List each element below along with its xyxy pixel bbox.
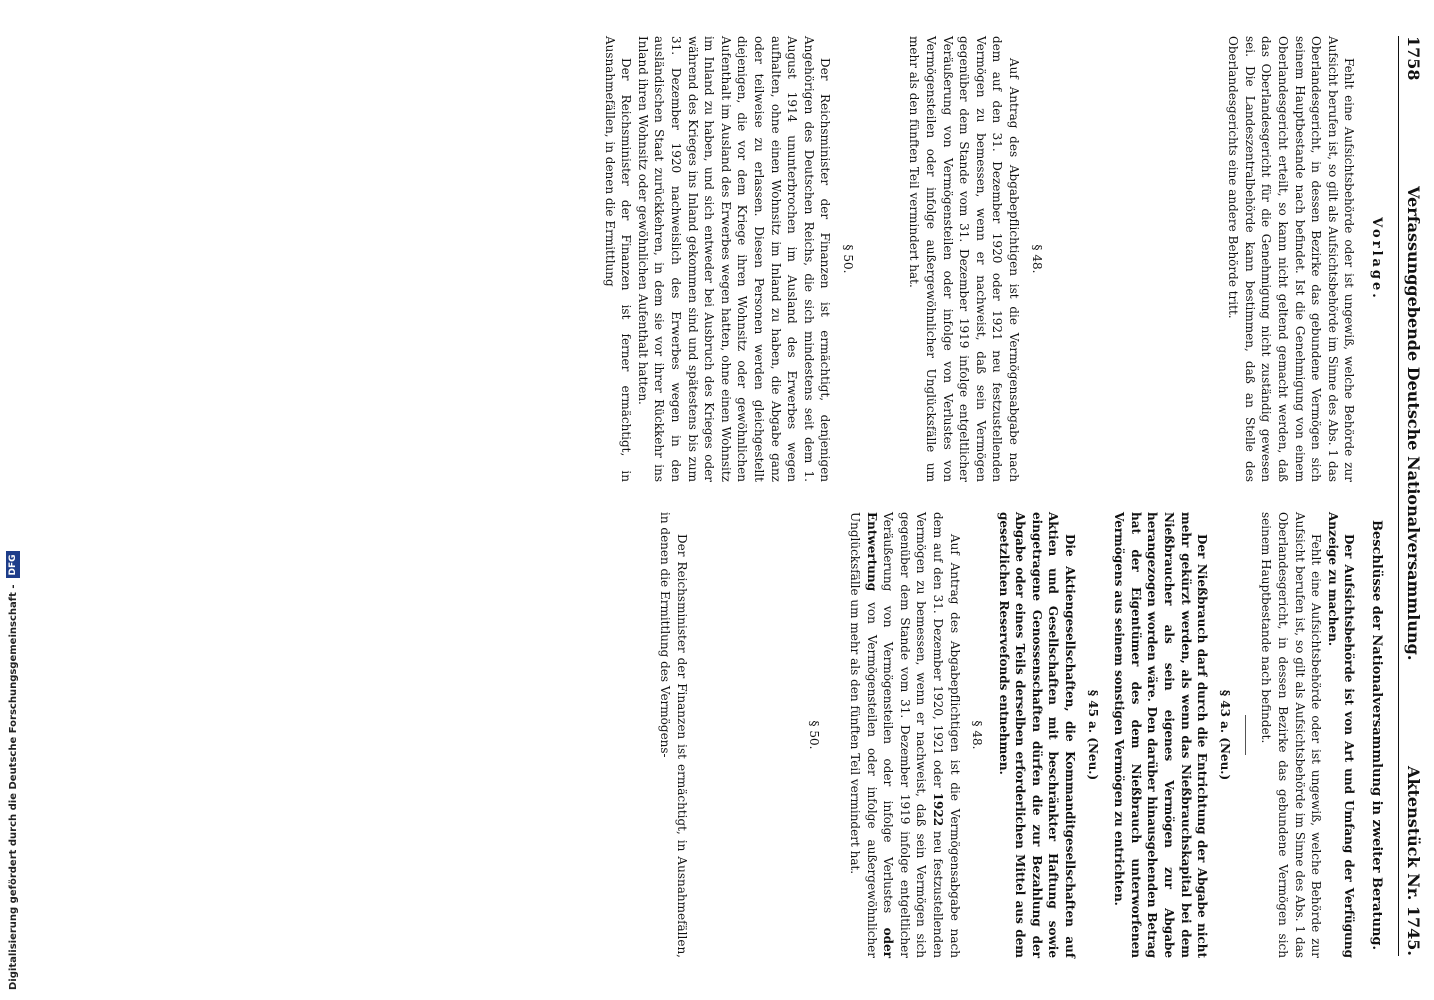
section-48-text — [846, 512, 962, 958]
section-50-title: § 50. — [840, 244, 855, 274]
section-48-text-part-b: neu festzustellenden Vermögen zu bemessen, wenn er nachweist, daß sein Vermögen sich gegenüber dem Stande vom 31. Dezember 1919 infolge entgeltlicher Veräußerung von Vermögensteilen oder infolge Verlustes — [881, 512, 945, 958]
section-48-text-part-c: von Vermögensteilen oder infolge außergewöhnlicher Unglücksfälle um mehr als den fünften Teil vermindert hat. — [847, 512, 879, 958]
paragraph-notification-duty: Der Aufsichtsbehörde ist von Art und Umfang der Verfügung Anzeige zu machen. — [1325, 512, 1357, 958]
column-heading-resolutions: Beschlüsse der Nationalversammlung in zweiter Beratung. — [1369, 519, 1384, 951]
column-heading-draft: Vorlage. — [1369, 217, 1384, 301]
section-48-devaluation-emphasis: oder Entwertung — [864, 512, 896, 958]
divider — [1245, 715, 1246, 755]
digitization-note-text: Digitalisierung gefördert durch die Deutsche Forschungsgemeinschaft - — [7, 584, 19, 990]
section-43a-title: § 43 a. (Neu.) — [1217, 689, 1232, 781]
paragraph-supervisory-authority: Fehlt eine Aufsichtsbehörde oder ist ungewiß, welche Behörde zur Aufsicht berufen ist, so gilt als Aufsichtsbehörde im Sinne des Abs. 1 das Oberlandesgericht, in dessen Bezirke das gebundene Vermögen sich seinem Hauptbestande nach befindet. Ist die Genehmigung von einem Oberlandesgericht erteilt, so kann nicht geltend gemacht werden, daß das Oberlandesgericht für die Genehmigung nicht zuständig gewesen sei. Die Landeszentralbehörde kann bestimmen, daß an Stelle des Oberlandesgerichts eine andere Behörde tritt. — [1226, 36, 1357, 482]
section-48-title: § 48. — [1029, 244, 1044, 274]
section-45a-text: Die Aktiengesellschaften, die Kommanditgesellschaften auf Aktien und Gesellschaften mit beschränkter Haftung sowie eingetragene Genossenschaften dürfen die zur Bezahlung der Abgabe oder eines Teils derselben erforderlichen Mittel aus dem gesetzlichen Reservefonds entnehmen. — [996, 512, 1078, 958]
section-50-text-continued: Der Reichsminister der Finanzen ist ferner ermächtigt, in Ausnahmefällen, in denen die Ermittlung — [602, 36, 634, 482]
paragraph-supervisory-authority: Fehlt eine Aufsichtsbehörde oder ist ungewiß, welche Behörde zur Aufsicht berufen ist, so gilt als Aufsichtsbehörde im Sinne des Abs. 1 das Oberlandesgericht, in dessen Bezirke das gebundene Vermögen sich seinem Hauptbestande nach befindet. — [1259, 512, 1324, 958]
column-draft — [84, 36, 1384, 482]
section-50-text: Der Reichsminister der Finanzen ist ermächtigt, denjenigen Angehörigen des Deutschen Reichs, die sich mindestens seit dem 1. August 1914 ununterbrochen im Ausland des Erwerbes wegen aufhalten, ohne einen Wohnsitz im Inland zu haben, die Abgabe ganz oder teilweise zu erlassen. Diesen Personen werden gleichgestellt diejenigen, die vor dem Kriege ihren Wohnsitz oder gewöhnlichen Aufenthalt im Ausland des Erwerbes wegen hatten, ohne einen Wohnsitz im Inland zu haben, und sich entweder bei Ausbruch des Krieges oder während des Krieges ins Inland gekommen sind und spätestens bis zum 31. Dezember 1920 nachweislich des Erwerbes wegen in den ausländischen Staat zurückkehren, in dem sie vor ihrer Rückkehr ins Inland ihren Wohnsitz oder gewöhnlichen Aufenthalt hatten. — [635, 36, 833, 482]
section-48-text: Auf Antrag des Abgabepflichtigen ist die Vermögensabgabe nach dem auf den 31. Dezember 1920 oder 1921 neu festzustellenden Vermögen zu bemessen, wenn er nachweist, daß sein Vermögen gegenüber dem Stande vom 31. Dezember 1919 infolge entgeltlicher Veräußerung von Vermögensteilen oder infolge von Verlustes von Vermögensteilen oder infolge außergewöhnlicher Unglücksfälle um mehr als den fünften Teil vermindert hat. — [907, 36, 1022, 482]
column-resolutions — [84, 512, 1384, 958]
document-reference: Aktenstück Nr. 1745. — [1404, 766, 1423, 956]
scanned-page-viewport — [40, 0, 1434, 1000]
section-43a-text: Der Nießbrauch darf durch die Entrichtung der Abgabe nicht mehr gekürzt werden, als wenn das Nießbrauchskapital bei dem Nießbraucher als sein eigenes Vermögen zur Abgabe herangezogen worden wäre. Den darüber hinausgehenden Betrag hat der Eigentümer des dem Nießbrauch unterworfenen Vermögens aus seinem sonstigen Vermögen zu entrichten. — [1112, 512, 1210, 958]
page-header — [1398, 36, 1424, 956]
section-45a-title: § 45 a. (Neu.) — [1085, 689, 1100, 781]
digitization-note — [0, 0, 26, 1000]
section-50-title: § 50. — [807, 720, 822, 750]
section-48-year-emphasis: 1922 — [930, 792, 945, 827]
assembly-title: Verfassunggebende Deutsche Nationalversammlung. — [1404, 186, 1423, 661]
section-48-text-part-a: Auf Antrag des Abgabepflichtigen ist die Vermögensabgabe nach dem auf den 31. Dezember 1920, 1921 oder — [930, 512, 962, 958]
page-number: 1758 — [1404, 36, 1423, 81]
section-48-title: § 48. — [970, 720, 985, 750]
section-50-text: Der Reichsminister der Finanzen ist ermächtigt, in Ausnahmefällen, in denen die Ermittlung des Vermögens- — [658, 512, 689, 958]
document-page — [40, 0, 1434, 1000]
dfg-logo: DFG — [6, 551, 20, 578]
